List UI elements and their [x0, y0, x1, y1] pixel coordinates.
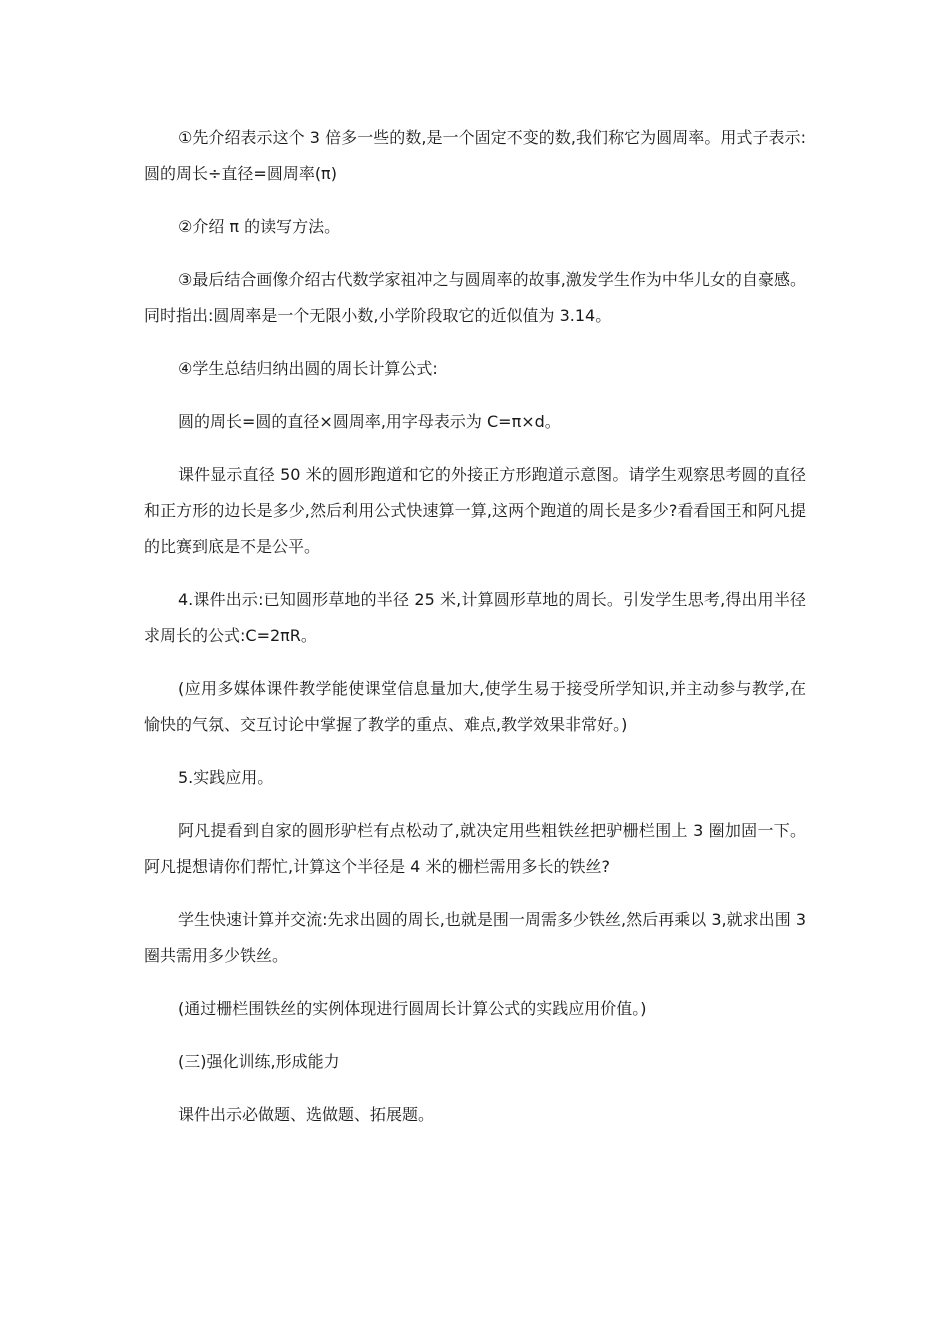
- paragraph-formula-diameter: 圆的周长=圆的直径×圆周率,用字母表示为 C=π×d。: [178, 412, 561, 431]
- paragraph-pi-intro: ①先介绍表示这个 3 倍多一些的数,是一个固定不变的数,我们称它为圆周率。用式子表示:圆的周长÷直径=圆周率(π): [144, 128, 806, 183]
- paragraph-exercises: 课件出示必做题、选做题、拓展题。: [178, 1105, 435, 1124]
- paragraph-track-example: 课件显示直径 50 米的圆形跑道和它的外接正方形跑道示意图。请学生观察思考圆的直径和正方形的边长是多少,然后利用公式快速算一算,这两个跑道的周长是多少?看看国王和阿凡提的比赛到底是不是公平。: [144, 465, 806, 556]
- paragraph-pi-reading: ②介绍 π 的读写方法。: [178, 217, 341, 236]
- paragraph-zu-chongzhi: ③最后结合画像介绍古代数学家祖冲之与圆周率的故事,激发学生作为中华儿女的自豪感。同时指出:圆周率是一个无限小数,小学阶段取它的近似值为 3.14。: [144, 270, 806, 325]
- paragraph-fence-note: (通过栅栏围铁丝的实例体现进行圆周长计算公式的实践应用价值。): [178, 999, 647, 1018]
- document-body: [144, 120, 806, 1150]
- paragraph-training-heading: (三)强化训练,形成能力: [178, 1052, 340, 1071]
- paragraph-radius-formula: 4.课件出示:已知圆形草地的半径 25 米,计算圆形草地的周长。引发学生思考,得出用半径求周长的公式:C=2πR。: [144, 590, 806, 645]
- paragraph-multimedia-note: (应用多媒体课件教学能使课堂信息量加大,使学生易于接受所学知识,并主动参与教学,在愉快的气氛、交互讨论中掌握了教学的重点、难点,教学效果非常好。): [144, 679, 806, 734]
- paragraph-summary-heading: ④学生总结归纳出圆的周长计算公式:: [178, 359, 438, 378]
- paragraph-practice-heading: 5.实践应用。: [178, 768, 274, 787]
- paragraph-fence-problem: 阿凡提看到自家的圆形驴栏有点松动了,就决定用些粗铁丝把驴栅栏围上 3 圈加固一下。阿凡提想请你们帮忙,计算这个半径是 4 米的栅栏需用多长的铁丝?: [144, 821, 806, 876]
- paragraph-student-calculation: 学生快速计算并交流:先求出圆的周长,也就是围一周需多少铁丝,然后再乘以 3,就求出围 3 圈共需用多少铁丝。: [144, 910, 806, 965]
